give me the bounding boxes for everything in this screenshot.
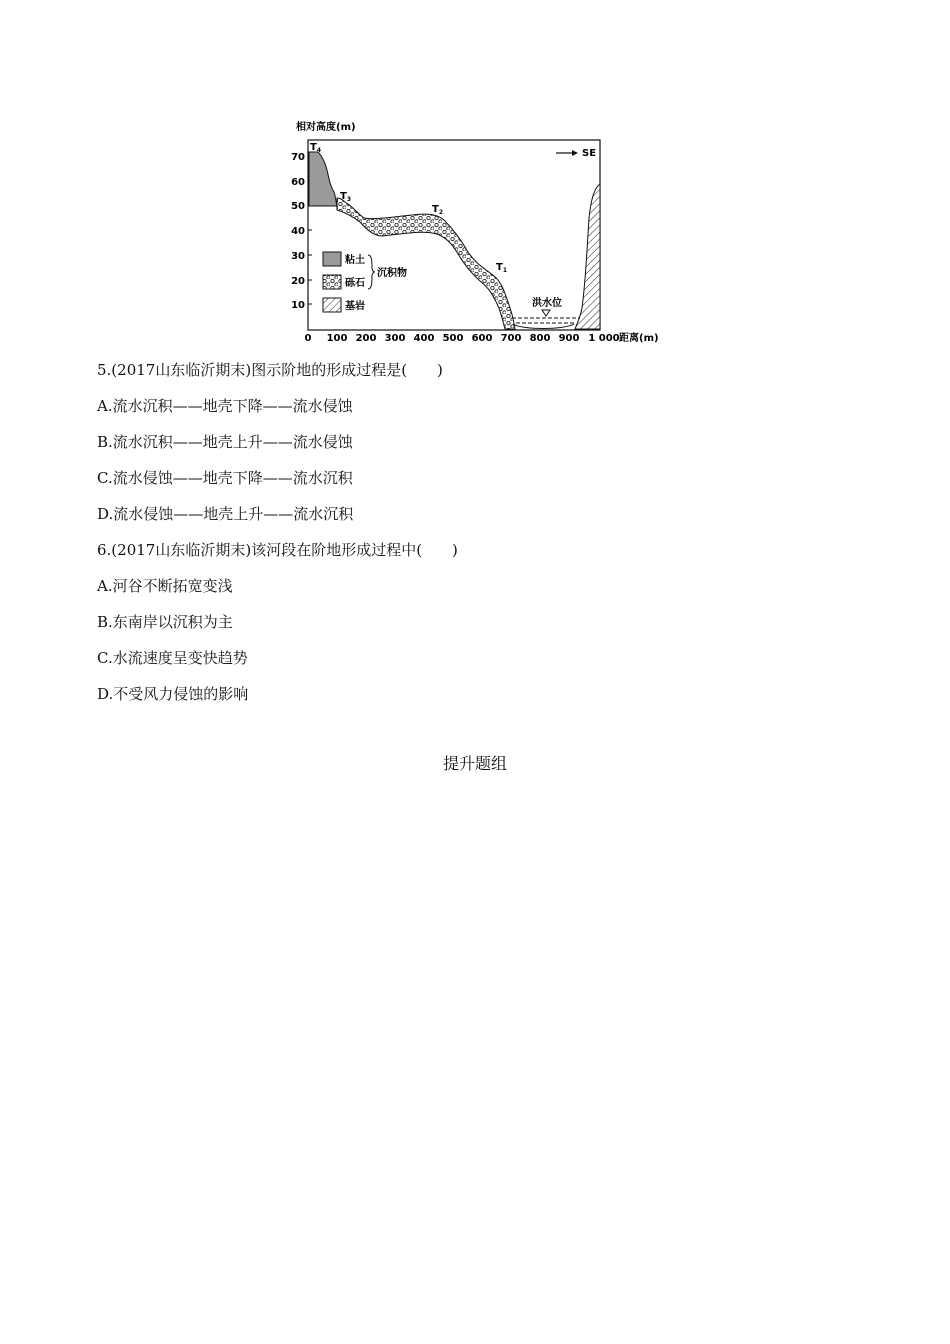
- river-channel: [513, 324, 574, 329]
- legend-clay-swatch: [323, 252, 341, 266]
- y-tick-50: 50: [291, 201, 305, 212]
- y-tick-30: 30: [291, 251, 305, 262]
- terrace-label-t2: $T_2$: [432, 204, 444, 216]
- bedrock-bank: [575, 184, 600, 329]
- x-tick-900: 900: [558, 333, 580, 344]
- question-6-stem: 6.(2017山东临沂期末)该河段在阶地形成过程中( ): [97, 541, 458, 559]
- question-5-stem: 5.(2017山东临沂期末)图示阶地的形成过程是( ): [97, 361, 443, 379]
- legend-sediment-label: 沉积物: [377, 268, 407, 279]
- x-tick-700: 700: [500, 333, 522, 344]
- terrace-label-t4: $T_4$: [310, 142, 322, 154]
- question-6-option-c: C.水流速度呈变快趋势: [97, 649, 248, 667]
- y-tick-60: 60: [291, 177, 305, 188]
- terrace-label-t1: $T_1$: [496, 262, 508, 274]
- x-tick-500: 500: [442, 333, 464, 344]
- flood-level-label: 洪水位: [532, 298, 562, 309]
- legend-clay-label: 粘土: [345, 255, 365, 266]
- legend: [323, 252, 407, 312]
- legend-gravel-label: 砾石: [345, 278, 365, 289]
- section-title: 提升题组: [442, 754, 507, 773]
- x-tick-0: 0: [304, 333, 312, 344]
- y-tick-10: 10: [291, 300, 305, 311]
- x-tick-600: 600: [471, 333, 493, 344]
- y-tick-20: 20: [291, 276, 305, 287]
- question-5-option-d: D.流水侵蚀——地壳上升——流水沉积: [97, 505, 354, 523]
- y-tick-40: 40: [291, 226, 305, 237]
- question-5-option-c: C.流水侵蚀——地壳下降——流水沉积: [97, 469, 353, 487]
- question-5-option-b: B.流水沉积——地壳上升——流水侵蚀: [97, 433, 353, 451]
- x-tick-200: 200: [355, 333, 377, 344]
- x-tick-300: 300: [384, 333, 406, 344]
- y-axis-label: 相对高度(m): [296, 122, 356, 133]
- question-6-option-b: B.东南岸以沉积为主: [97, 613, 233, 631]
- terrace-label-t3: $T_3$: [340, 191, 352, 203]
- y-tick-70: 70: [291, 152, 305, 163]
- flood-level-icon: [542, 310, 550, 316]
- legend-bedrock-swatch: [323, 298, 341, 312]
- question-5-option-a: A.流水沉积——地壳下降——流水侵蚀: [97, 397, 353, 415]
- clay-deposit: [309, 152, 337, 206]
- legend-bedrock-label: 基岩: [345, 301, 365, 312]
- question-6-option-d: D.不受风力侵蚀的影响: [97, 685, 249, 703]
- legend-gravel-swatch: [323, 275, 341, 289]
- question-6-option-a: A.河谷不断拓宽变浅: [97, 577, 233, 595]
- direction-label: SE: [582, 148, 597, 159]
- legend-brace: [368, 255, 375, 289]
- x-tick-100: 100: [326, 333, 348, 344]
- x-tick-1000: 1 000: [588, 333, 620, 344]
- x-tick-400: 400: [413, 333, 435, 344]
- x-axis-label: 距离(m): [619, 333, 659, 344]
- terrace-cross-section-figure: [282, 118, 660, 350]
- x-tick-800: 800: [529, 333, 551, 344]
